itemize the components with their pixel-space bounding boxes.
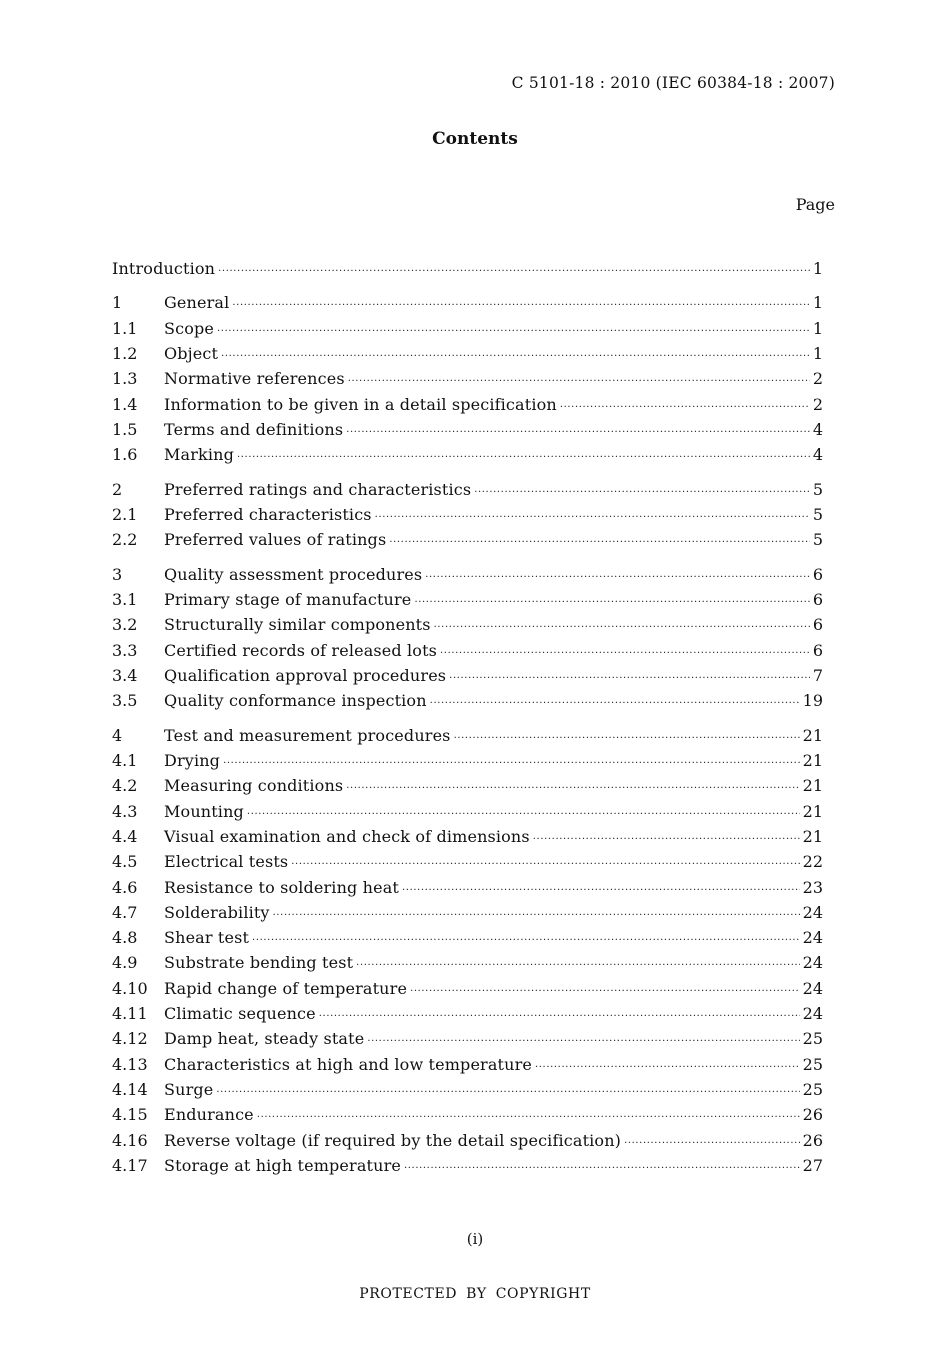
dot-leader [375,505,810,530]
toc-entry-number: 4.10 [112,978,148,998]
dot-leader [449,666,810,691]
dot-leader [216,1080,799,1105]
dot-leader [356,953,799,978]
toc-entry-page: 21 [802,751,823,771]
toc-entry-title: Visual examination and check of dimensions [164,826,530,846]
toc-entry [112,1128,823,1153]
toc-entry [112,900,823,925]
toc-entry [112,1026,823,1051]
toc-entry-number: 4.11 [112,1004,148,1024]
toc-entry-page: 2 [812,369,823,389]
toc-entry-page: 2 [812,394,823,414]
toc-entry-title: Surge [164,1079,214,1099]
toc-entry-page: 24 [802,1004,823,1024]
toc-entry-page: 25 [802,1079,823,1099]
toc-entry-number: 1.3 [112,369,138,389]
dot-leader [560,395,810,420]
toc-entry-title: Solderability [164,902,270,922]
toc-entry-title: Rapid change of temperature [164,978,408,998]
toc-entry-number: 4.5 [112,852,138,872]
toc-entry [112,366,823,391]
toc-entry [112,875,823,900]
toc-entry-page: 21 [802,776,823,796]
toc-entry [112,316,823,341]
toc-entry-title: Preferred ratings and characteristics [164,479,472,499]
dot-leader [430,691,800,716]
toc-entry-page: 21 [802,801,823,821]
toc-entry-page: 1 [812,318,823,338]
toc-entry [112,502,823,527]
toc-entry-page: 23 [802,877,823,897]
toc-entry-page: 24 [802,902,823,922]
dot-leader [389,530,809,555]
dot-leader [346,776,799,801]
toc-entry-number: 1.2 [112,344,138,364]
toc-entry-title: Mounting [164,801,244,821]
toc-entry-title: Climatic sequence [164,1004,316,1024]
toc-entry-title: Characteristics at high and low temperature [164,1054,532,1074]
toc-entry [112,799,823,824]
toc-entry [112,748,823,773]
dot-leader [454,726,800,751]
toc-entry-number: 4.13 [112,1054,148,1074]
dot-leader [414,590,809,615]
toc-entry-title: Object [164,344,219,364]
toc-entry-number: 4.17 [112,1155,148,1175]
page-number: (i) [466,1230,484,1248]
toc-entry-title: Marking [164,445,234,465]
toc-entry-page: 5 [812,479,823,499]
table-of-contents [112,256,823,1178]
toc-entry-title: Qualification approval procedures [164,666,447,686]
toc-entry-page: 4 [812,419,823,439]
toc-entry [112,1052,823,1077]
toc-entry-number: 4.1 [112,751,138,771]
toc-entry-page: 27 [802,1155,823,1175]
toc-entry-number: 4.16 [112,1130,148,1150]
dot-leader [346,420,810,445]
toc-entry-title: Substrate bending test [164,953,354,973]
toc-entry-page: 25 [802,1029,823,1049]
toc-entry-page: 24 [802,978,823,998]
toc-entry [112,256,823,281]
toc-entry-title: Reverse voltage (if required by the detail specification) [164,1130,622,1150]
page-title: Contents [432,129,518,149]
toc-entry [112,976,823,1001]
toc-entry-page: 4 [812,445,823,465]
toc-entry-title: Normative references [164,369,345,389]
toc-entry [112,723,823,748]
toc-entry-page: 1 [812,293,823,313]
toc-entry [112,587,823,612]
toc-entry-number: 4.6 [112,877,138,897]
toc-entry-title: Information to be given in a detail specification [164,394,557,414]
toc-entry [112,688,823,713]
toc-entry [112,1102,823,1127]
toc-entry-page: 5 [812,505,823,525]
toc-entry-page: 19 [802,691,823,711]
toc-entry [112,638,823,663]
toc-entry-number: 4.14 [112,1079,148,1099]
dot-leader [533,827,800,852]
toc-entry-page: 5 [812,530,823,550]
toc-entry-page: 21 [802,725,823,745]
toc-entry-page: 1 [812,344,823,364]
toc-entry-number: 4.9 [112,953,138,973]
toc-entry-title: Quality conformance inspection [164,691,427,711]
toc-entry-number: 4 [112,725,123,745]
toc-entry [112,341,823,366]
toc-entry-title: Endurance [164,1105,254,1125]
toc-entry [112,849,823,874]
toc-entry-page: 24 [802,928,823,948]
toc-entry-title: Introduction [112,259,216,278]
toc-entry [112,1001,823,1026]
dot-leader [410,979,800,1004]
toc-entry-number: 3 [112,564,123,584]
toc-entry-title: Test and measurement procedures [164,725,451,745]
toc-entry [112,417,823,442]
toc-entry-number: 2.2 [112,530,138,550]
toc-entry-title: Damp heat, steady state [164,1029,365,1049]
dot-leader [434,615,810,640]
dot-leader [440,641,810,666]
toc-entry-title: Measuring conditions [164,776,344,796]
dot-leader [474,480,810,505]
toc-entry-number: 3.3 [112,640,138,660]
toc-entry-title: Preferred characteristics [164,505,372,525]
toc-entry-number: 3.2 [112,615,138,635]
toc-entry-number: 4.3 [112,801,138,821]
dot-leader [237,445,810,470]
toc-entry-number: 4.7 [112,902,138,922]
toc-entry-page: 22 [802,852,823,872]
toc-entry-title: Storage at high temperature [164,1155,401,1175]
toc-entry-page: 6 [812,640,823,660]
toc-entry-title: Quality assessment procedures [164,564,423,584]
dot-leader [404,1156,800,1181]
toc-entry-number: 1.6 [112,445,138,465]
toc-entry-title: Drying [164,751,221,771]
dot-leader [217,319,810,344]
dot-leader [319,1004,800,1029]
toc-entry-number: 2 [112,479,123,499]
page-column-label: Page [795,195,835,214]
toc-entry [112,612,823,637]
toc-entry-number: 2.1 [112,505,138,525]
dot-leader [425,565,810,590]
toc-entry-page: 7 [812,666,823,686]
toc-entry [112,773,823,798]
dot-leader [273,903,800,928]
toc-entry [112,950,823,975]
toc-entry-title: General [164,293,230,313]
toc-entry-title: Structurally similar components [164,615,431,635]
toc-entry-title: Resistance to soldering heat [164,877,400,897]
toc-entry [112,562,823,587]
document-header: C 5101-18 : 2010 (IEC 60384-18 : 2007) [511,74,835,92]
toc-entry-number: 1 [112,293,123,313]
toc-entry [112,442,823,467]
toc-entry [112,290,823,315]
toc-entry-page: 21 [802,826,823,846]
toc-entry-number: 1.5 [112,419,138,439]
toc-entry [112,824,823,849]
toc-entry [112,1153,823,1178]
toc-entry-page: 26 [802,1130,823,1150]
toc-entry-page: 6 [812,564,823,584]
toc-entry [112,925,823,950]
copyright-notice: PROTECTED BY COPYRIGHT [359,1286,591,1302]
toc-entry [112,477,823,502]
toc-entry-number: 4.8 [112,928,138,948]
toc-entry-title: Electrical tests [164,852,289,872]
dot-leader [232,293,809,318]
toc-entry-title: Shear test [164,928,250,948]
toc-entry-title: Scope [164,318,215,338]
dot-leader [624,1131,800,1156]
toc-entry [112,527,823,552]
dot-leader [535,1055,800,1080]
toc-entry-number: 3.4 [112,666,138,686]
toc-entry [112,1077,823,1102]
toc-entry-number: 1.1 [112,318,138,338]
toc-entry-page: 6 [812,590,823,610]
toc-entry-number: 1.4 [112,394,138,414]
toc-entry [112,392,823,417]
toc-entry-page: 25 [802,1054,823,1074]
toc-entry-number: 4.4 [112,826,138,846]
toc-entry-title: Preferred values of ratings [164,530,387,550]
toc-entry-number: 4.2 [112,776,138,796]
toc-entry-title: Terms and definitions [164,419,344,439]
toc-entry-title: Primary stage of manufacture [164,590,412,610]
dot-leader [218,259,810,284]
toc-entry-number: 3.5 [112,691,138,711]
toc-entry-page: 24 [802,953,823,973]
toc-entry-number: 3.1 [112,590,138,610]
toc-entry-number: 4.15 [112,1105,148,1125]
toc-entry-number: 4.12 [112,1029,148,1049]
toc-entry-page: 26 [802,1105,823,1125]
toc-entry-page: 6 [812,615,823,635]
dot-leader [402,878,800,903]
toc-entry-title: Certified records of released lots [164,640,438,660]
toc-entry-page: 1 [812,259,823,278]
toc-entry [112,663,823,688]
